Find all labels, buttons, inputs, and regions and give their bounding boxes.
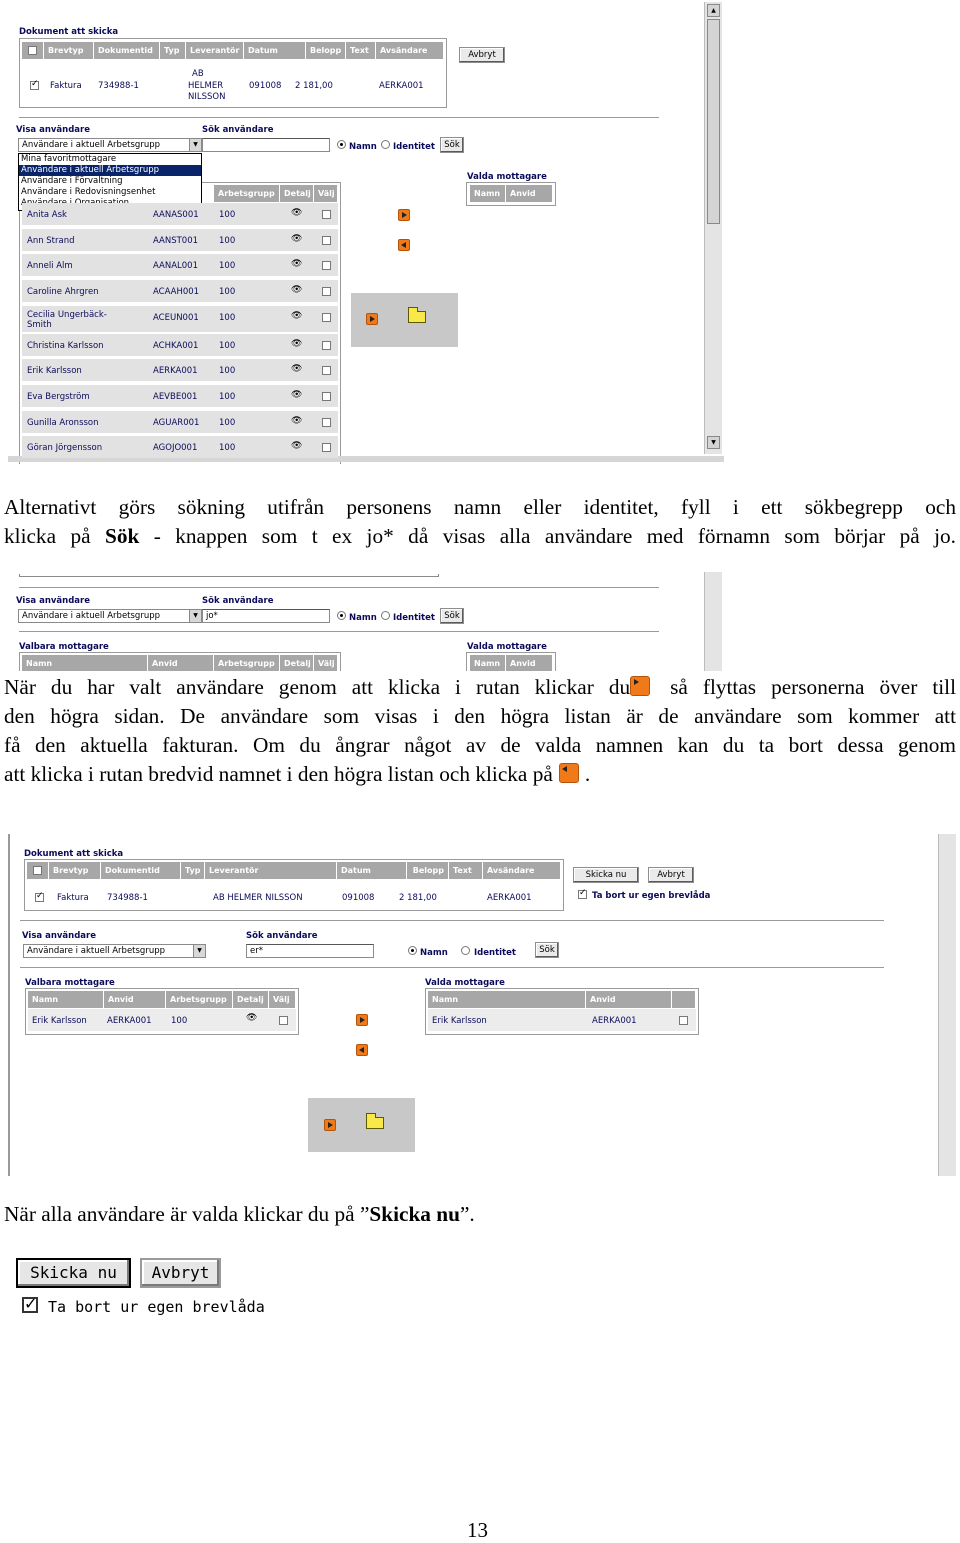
doc-avsandare: AERKA001: [487, 893, 532, 903]
left-header-arbetsgrupp: Arbetsgrupp: [214, 655, 280, 671]
eye-icon[interactable]: 👁: [291, 389, 303, 400]
user-name: Christina Karlsson: [27, 340, 104, 351]
select-all-checkbox[interactable]: [28, 46, 37, 55]
left-header-anvid: Anvid: [104, 991, 166, 1008]
left-header-valj: Välj: [269, 991, 296, 1008]
doc-leverantor: AB HELMER NILSSON: [213, 893, 303, 903]
doc-header-datum: Datum: [244, 42, 306, 59]
doc-belopp: 2 181,00: [295, 81, 333, 91]
cancel-button[interactable]: Avbryt: [459, 47, 505, 63]
doc-header-typ: Typ: [160, 42, 186, 59]
left-header-namn: Namn: [28, 991, 104, 1008]
user-anvid: AANAS001: [153, 210, 199, 220]
user-arbetsgrupp: 100: [219, 417, 236, 428]
doc-leverantor-2: HELMER: [188, 81, 224, 91]
user-anvid: ACHKA001: [153, 340, 199, 351]
user-name: Cecilia Ungerbäck-: [27, 309, 107, 320]
user-checkbox[interactable]: [322, 341, 331, 350]
valbara-label: Valbara mottagare: [25, 978, 115, 988]
doc-header-typ: Typ: [181, 862, 205, 879]
user-checkbox[interactable]: [322, 287, 331, 296]
eye-icon[interactable]: 👁: [291, 208, 303, 218]
chevron-down-icon[interactable]: ▼: [189, 139, 201, 151]
paragraph-1: [4, 493, 956, 551]
user-anvid: AANAL001: [153, 261, 198, 272]
paragraph-3: När alla användare är valda klickar du på ”Skicka nu”.: [4, 1202, 475, 1226]
doc-avsandare: AERKA001: [379, 81, 424, 91]
user-name: Anneli Alm: [27, 261, 73, 272]
eye-icon[interactable]: 👁: [291, 285, 303, 296]
visa-select[interactable]: Användare i aktuell Arbetsgrupp ▼: [18, 138, 202, 152]
left-header-valj: Välj: [314, 655, 338, 671]
radio-namn[interactable]: [337, 611, 346, 620]
screenshot-3: [8, 834, 958, 1176]
user-checkbox[interactable]: [322, 418, 331, 427]
scroll-thumb[interactable]: [707, 19, 720, 224]
move-right-icon[interactable]: [398, 209, 410, 221]
doc-dokumentid: 734988-1: [107, 893, 148, 903]
radio-identitet[interactable]: [381, 140, 390, 149]
screenshot-1: [8, 2, 726, 464]
eye-icon[interactable]: 👁: [291, 233, 303, 244]
divider: [19, 587, 659, 588]
search-input[interactable]: [202, 138, 330, 152]
user-anvid: AGOJO001: [153, 443, 198, 454]
user-name: Ann Strand: [27, 235, 75, 246]
right-header-namn: Namn: [470, 185, 506, 202]
doc-header-avsandare: Avsändare: [483, 862, 561, 879]
left-edge: [8, 834, 10, 1176]
sok-label: Sök användare: [202, 125, 274, 135]
move-right-icon[interactable]: [366, 313, 378, 325]
user-arbetsgrupp: 100: [219, 312, 236, 323]
visa-label: Visa användare: [22, 931, 96, 941]
user-arbetsgrupp: 100: [219, 366, 236, 377]
left-header-detalj: Detalj: [233, 991, 269, 1008]
move-right-icon[interactable]: [324, 1119, 336, 1131]
divider: [20, 967, 884, 968]
scroll-up-icon[interactable]: ▲: [707, 4, 720, 17]
left-header-arbetsgrupp: Arbetsgrupp: [166, 991, 233, 1008]
user-checkbox[interactable]: [322, 261, 331, 270]
remove-checkbox[interactable]: [578, 890, 587, 899]
doc-header-brevtyp: Brevtyp: [49, 862, 101, 879]
sok-button[interactable]: Sök: [440, 608, 464, 624]
radio-identitet-label: Identitet: [474, 948, 516, 958]
doc-header-dokumentid: Dokumentid: [94, 42, 160, 59]
doc-brevtyp: Faktura: [57, 893, 89, 903]
user-name: Anita Ask: [27, 210, 67, 220]
search-input[interactable]: jo*: [202, 609, 330, 623]
valda-label: Valda mottagare: [467, 172, 547, 182]
left-row-grp: 100: [171, 1016, 188, 1026]
sok-label: Sök användare: [202, 596, 274, 606]
eye-icon[interactable]: 👁: [291, 415, 303, 426]
user-checkbox[interactable]: [322, 366, 331, 375]
paragraph-1-line-1: Alternativt görs sökning utifrån personens namn eller identitet, fyll i ett sökbegrepp och: [4, 495, 956, 519]
radio-identitet[interactable]: [461, 946, 470, 955]
user-anvid: AANST001: [153, 235, 199, 246]
dropdown-option[interactable]: Mina favoritmottagare: [21, 154, 117, 164]
doc-header-avsandare: Avsändare: [376, 42, 444, 59]
right-row-namn: Erik Karlsson: [432, 1016, 487, 1026]
scrollbar[interactable]: [938, 834, 956, 1176]
user-arbetsgrupp: 100: [219, 261, 236, 272]
user-name: Caroline Ahrgren: [27, 287, 99, 298]
eye-icon[interactable]: 👁: [291, 441, 303, 452]
radio-namn[interactable]: [337, 140, 346, 149]
folder-icon[interactable]: [408, 311, 426, 323]
move-left-icon[interactable]: [398, 239, 410, 251]
move-left-icon: [559, 763, 579, 783]
left-header-detalj: Detalj: [280, 655, 314, 671]
user-arbetsgrupp: 100: [219, 235, 236, 246]
dropdown-option[interactable]: Användare i Redovisningsenhet: [21, 187, 156, 197]
paragraph-2-line-3: få den aktuella fakturan. Om du ångrar något av de valda namnen kan du ta bort dessa genom: [4, 733, 956, 757]
doc-header-brevtyp: Brevtyp: [44, 42, 94, 59]
divider: [20, 920, 884, 921]
check-icon: ✓: [24, 1294, 38, 1313]
sok-label: Sök användare: [246, 931, 318, 941]
remove-label-large: Ta bort ur egen brevlåda: [48, 1298, 265, 1316]
paragraph-1-line-2: klicka på Sök - knappen som t ex jo* då visas alla användare med förnamn som börjar på jo.: [4, 524, 956, 548]
right-header-anvid: Anvid: [506, 655, 553, 671]
left-row-anvid: AERKA001: [107, 1016, 152, 1026]
doc-header-leverantor: Leverantör: [186, 42, 244, 59]
chevron-down-icon[interactable]: ▼: [189, 610, 201, 622]
eye-icon[interactable]: 👁: [291, 259, 303, 270]
eye-icon[interactable]: 👁: [291, 364, 303, 375]
user-name: Gunilla Aronsson: [27, 417, 99, 428]
doc-header-check: [22, 42, 44, 59]
select-all-checkbox[interactable]: [33, 866, 42, 875]
left-header-namn: Namn: [22, 655, 148, 671]
search-input[interactable]: er*: [246, 944, 374, 958]
doc-datum: 091008: [249, 81, 282, 91]
doc-header-leverantor: Leverantör: [205, 862, 337, 879]
paragraph-2-line-1: När du har valt användare genom att klicka i rutan klickar du så flyttas personerna över till: [4, 675, 956, 699]
scrollbar[interactable]: [704, 2, 722, 454]
left-header-detalj: Detalj: [280, 185, 314, 202]
user-checkbox[interactable]: [322, 313, 331, 322]
right-row-checkbox[interactable]: [679, 1016, 688, 1025]
sok-button[interactable]: Sök: [440, 137, 464, 153]
visa-label: Visa användare: [16, 596, 90, 606]
cancel-button-large[interactable]: Avbryt: [140, 1258, 221, 1288]
user-name-2: Smith: [27, 319, 52, 330]
user-arbetsgrupp: 100: [219, 210, 236, 220]
visa-select[interactable]: Användare i aktuell Arbetsgrupp ▼: [18, 609, 202, 623]
documents-title: Dokument att skicka: [19, 27, 119, 37]
right-header-anvid: Anvid: [586, 991, 672, 1008]
doc-header-datum: Datum: [337, 862, 407, 879]
valbara-label: Valbara mottagare: [19, 642, 109, 652]
radio-namn-label: Namn: [420, 948, 448, 958]
radio-identitet-label: Identitet: [393, 142, 435, 152]
move-right-icon: [630, 676, 650, 696]
doc-dokumentid: 734988-1: [98, 81, 139, 91]
doc-row-checkbox[interactable]: [35, 893, 44, 902]
doc-leverantor-1: AB: [192, 69, 204, 79]
left-header-anvid: Anvid: [148, 655, 214, 671]
send-button[interactable]: Skicka nu: [573, 867, 639, 883]
right-header-blank: [672, 991, 696, 1008]
folder-icon[interactable]: [366, 1117, 384, 1129]
user-checkbox[interactable]: [322, 392, 331, 401]
user-checkbox[interactable]: [322, 210, 331, 219]
user-arbetsgrupp: 100: [219, 443, 236, 454]
right-header-anvid: Anvid: [506, 185, 553, 202]
visa-select[interactable]: Användare i aktuell Arbetsgrupp ▼: [23, 944, 206, 958]
user-name: Eva Bergström: [27, 391, 90, 402]
dropdown-option-selected[interactable]: Användare i aktuell Arbetsgrupp: [19, 165, 201, 176]
paragraph-2: [4, 673, 956, 789]
user-arbetsgrupp: 100: [219, 340, 236, 351]
doc-datum: 091008: [342, 893, 375, 903]
divider: [19, 631, 659, 632]
user-name: Göran Jörgensson: [27, 443, 103, 454]
page-number: 13: [467, 1518, 488, 1542]
paragraph-2-line-4: att klicka i rutan bredvid namnet i den högra listan och klicka på .: [4, 762, 591, 786]
user-anvid: ACAAH001: [153, 287, 200, 298]
radio-namn-label: Namn: [349, 613, 377, 623]
doc-belopp: 2 181,00: [399, 893, 437, 903]
scrollbar[interactable]: [704, 572, 722, 671]
radio-namn-label: Namn: [349, 142, 377, 152]
user-checkbox[interactable]: [322, 443, 331, 452]
scroll-down-icon[interactable]: ▼: [707, 436, 720, 449]
screenshot-2: [8, 572, 726, 671]
doc-header-text: Text: [346, 42, 376, 59]
left-row-namn: Erik Karlsson: [32, 1016, 87, 1026]
top-line: [19, 574, 439, 577]
user-anvid: ACEUN001: [153, 312, 199, 323]
doc-header-text: Text: [449, 862, 483, 879]
doc-header-belopp: Belopp: [407, 862, 449, 879]
user-arbetsgrupp: 100: [219, 287, 236, 298]
valda-label: Valda mottagare: [467, 642, 547, 652]
move-left-icon[interactable]: [356, 1044, 368, 1056]
right-header-namn: Namn: [470, 655, 506, 671]
radio-namn[interactable]: [408, 946, 417, 955]
send-button-large[interactable]: Skicka nu: [16, 1258, 131, 1288]
remove-checkbox-large[interactable]: [22, 1294, 38, 1313]
doc-brevtyp: Faktura: [50, 81, 82, 91]
remove-label: Ta bort ur egen brevlåda: [592, 891, 711, 901]
user-name: Erik Karlsson: [27, 366, 82, 377]
sok-button[interactable]: Sök: [535, 942, 559, 958]
user-anvid: AERKA001: [153, 366, 198, 377]
right-row-anvid: AERKA001: [592, 1016, 637, 1026]
doc-header-check: [27, 862, 49, 879]
user-anvid: AGUAR001: [153, 417, 200, 428]
eye-icon[interactable]: 👁: [291, 310, 303, 321]
move-right-icon[interactable]: [356, 1014, 368, 1026]
user-anvid: AEVBE001: [153, 391, 198, 402]
dropdown-option[interactable]: Användare i Förvaltning: [21, 176, 123, 186]
documents-title: Dokument att skicka: [24, 849, 124, 859]
doc-header-dokumentid: Dokumentid: [101, 862, 181, 879]
eye-icon[interactable]: 👁: [291, 338, 303, 349]
doc-row-checkbox[interactable]: [30, 81, 39, 90]
paragraph-2-line-2: den högra sidan. De användare som visas i den högra listan är de användare som kommer att: [4, 704, 956, 728]
eye-icon[interactable]: 👁: [246, 1013, 258, 1023]
radio-identitet-label: Identitet: [393, 613, 435, 623]
left-row-checkbox[interactable]: [279, 1016, 288, 1025]
user-checkbox[interactable]: [322, 236, 331, 245]
left-header-arbetsgrupp: Arbetsgrupp: [214, 185, 280, 202]
divider: [19, 117, 659, 118]
radio-identitet[interactable]: [381, 611, 390, 620]
chevron-down-icon[interactable]: ▼: [193, 945, 205, 957]
cancel-button[interactable]: Avbryt: [648, 867, 694, 883]
left-header-valj: Välj: [314, 185, 338, 202]
valda-label: Valda mottagare: [425, 978, 505, 988]
user-arbetsgrupp: 100: [219, 391, 236, 402]
visa-label: Visa användare: [16, 125, 90, 135]
right-header-namn: Namn: [428, 991, 586, 1008]
doc-header-belopp: Belopp: [306, 42, 346, 59]
doc-leverantor-3: NILSSON: [188, 92, 226, 102]
